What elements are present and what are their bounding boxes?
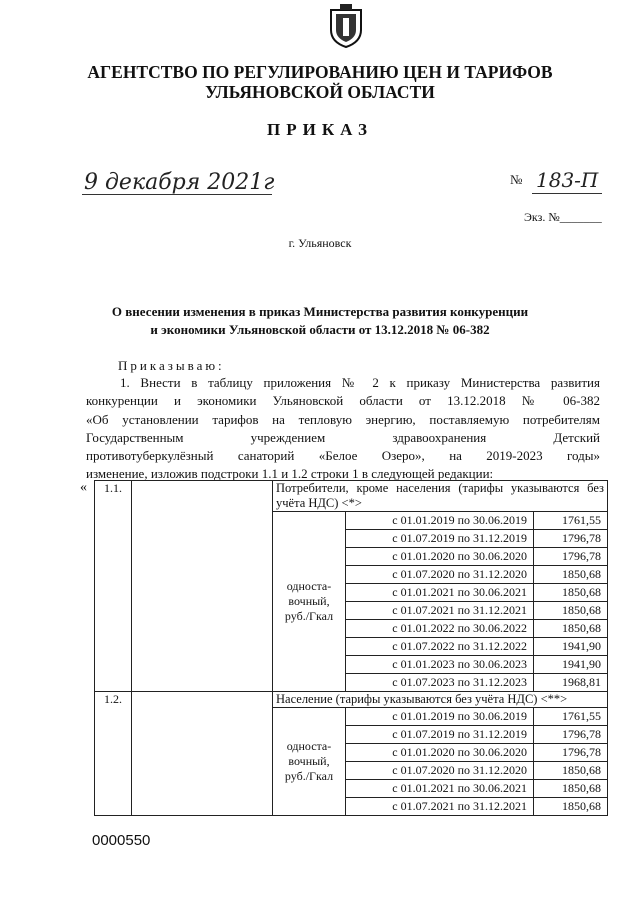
rate-value: 1850,68 [534,762,608,780]
document-type-title: ПРИКАЗ [267,120,373,139]
rate-period: с 01.07.2021 по 31.12.2021 [346,602,534,620]
rate-period: с 01.01.2019 по 30.06.2019 [346,708,534,726]
rate-period: с 01.01.2023 по 30.06.2023 [346,656,534,674]
date-underline [82,194,272,195]
rate-period: с 01.07.2020 по 31.12.2020 [346,566,534,584]
coat-of-arms-emblem [327,4,365,48]
rate-value: 1941,90 [534,638,608,656]
rate-value: 1941,90 [534,656,608,674]
rate-value: 1761,55 [534,708,608,726]
tariff-unit-line: вочный, [288,754,330,768]
order-subject [0,303,640,339]
rate-period: с 01.01.2020 по 30.06.2020 [346,744,534,762]
rate-period: с 01.01.2022 по 30.06.2022 [346,620,534,638]
rate-value: 1796,78 [534,530,608,548]
tariff-table [94,480,608,816]
rate-period: с 01.07.2021 по 31.12.2021 [346,798,534,816]
rate-period: с 01.01.2019 по 30.06.2019 [346,512,534,530]
tariff-unit [273,708,346,816]
agency-name-line1: АГЕНТСТВО ПО РЕГУЛИРОВАНИЮ ЦЕН И ТАРИФОВ [87,62,553,82]
rate-period: с 01.07.2020 по 31.12.2020 [346,762,534,780]
rate-value: 1850,68 [534,798,608,816]
handwritten-order-number: 183-П [536,168,599,192]
rate-period: с 01.07.2019 по 31.12.2019 [346,726,534,744]
body-line: Государственным учреждением здравоохранения Детский [86,429,600,445]
city-name: г. Ульяновск [288,236,352,250]
tariff-unit-line: руб./Гкал [284,769,334,783]
subject-line2: и экономики Ульяновской области от 13.12.2018 № 06-382 [150,322,490,337]
prikazyvayu-word: Приказываю: [118,358,225,373]
order-number-underline [532,193,602,194]
table-row [95,481,608,512]
tariff-unit-line: односта- [286,579,332,593]
consumer-category: Потребители, кроме населения (тарифы указываются без учёта НДС) <*> [273,481,608,512]
handwritten-date: 9 декабря 2021г [84,170,275,195]
tariff-unit-line: вочный, [288,594,330,608]
rate-period: с 01.07.2023 по 31.12.2023 [346,674,534,692]
rate-value: 1968,81 [534,674,608,692]
rate-period: с 01.01.2021 по 30.06.2021 [346,780,534,798]
rate-value: 1761,55 [534,512,608,530]
body-line: противотуберкулёзный санаторий «Белое Озеро», на 2019-2023 годы» [86,448,600,464]
rate-period: с 01.07.2022 по 31.12.2022 [346,638,534,656]
rate-value: 1850,68 [534,566,608,584]
rate-period: с 01.01.2020 по 30.06.2020 [346,548,534,566]
tariff-unit-line: односта- [286,739,332,753]
row-number: 1.2. [95,692,132,816]
rate-value: 1796,78 [534,744,608,762]
rate-value: 1850,68 [534,620,608,638]
rate-value: 1850,68 [534,602,608,620]
tariff-unit-line: руб./Гкал [284,609,334,623]
rate-value: 1796,78 [534,726,608,744]
body-line: конкуренции и экономики Ульяновской области от 13.12.2018 № 06-382 [86,393,600,409]
rate-period: с 01.01.2021 по 30.06.2021 [346,584,534,602]
row-number: 1.1. [95,481,132,692]
order-number-label: № [510,172,523,187]
body-line: «Об установлении тарифов на тепловую энергию, поставляемую потребителям [86,411,600,427]
copy-number-label: Экз. №_______ [524,210,602,224]
rate-value: 1850,68 [534,584,608,602]
tariff-unit [273,512,346,692]
order-body [86,374,600,484]
rate-value: 1850,68 [534,780,608,798]
rate-value: 1796,78 [534,548,608,566]
table-row [95,692,608,708]
document-serial-number: 0000550 [92,832,151,849]
agency-name-line2: УЛЬЯНОВСКОЙ ОБЛАСТИ [205,82,435,102]
empty-cell [132,692,273,816]
rate-period: с 01.07.2019 по 31.12.2019 [346,530,534,548]
body-line: 1. Внести в таблицу приложения № 2 к приказу Министерства развития [120,375,600,390]
table-open-quote: « [80,480,87,495]
body-line: изменение, изложив подстроки 1.1 и 1.2 строки 1 в следующей редакции: [86,466,494,482]
consumer-category: Население (тарифы указываются без учёта НДС) <**> [273,692,608,708]
subject-line1: О внесении изменения в приказ Министерства развития конкуренции [111,304,529,319]
empty-cell [132,481,273,692]
